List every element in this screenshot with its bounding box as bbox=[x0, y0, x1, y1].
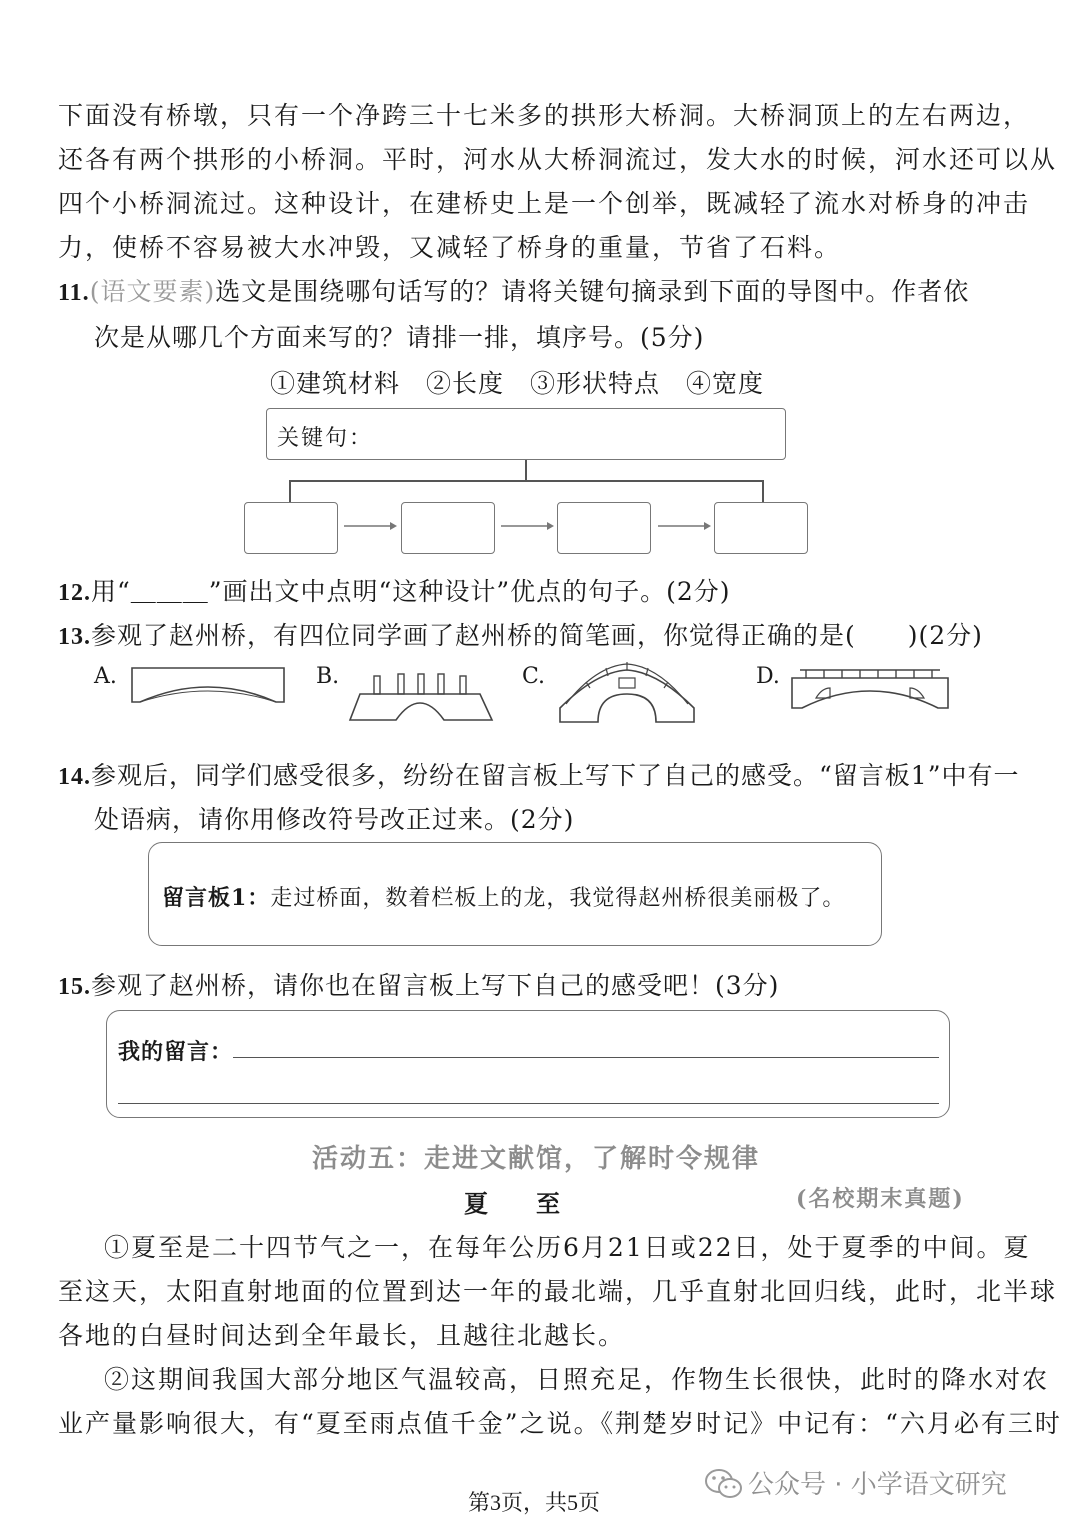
question-text: 参观后，同学们感受很多，纷纷在留言板上写下了自己的感受。“留言板1”中有一 bbox=[91, 761, 1020, 790]
article-para2-line-1: ②这期间我国大部分地区气温较高，日照充足，作物生长很快，此时的降水对农 bbox=[104, 1365, 1050, 1394]
question-number: 13. bbox=[58, 624, 91, 650]
question-14 bbox=[58, 756, 1019, 792]
bridge-drawing-c[interactable] bbox=[556, 660, 698, 726]
bridge-drawing-b[interactable] bbox=[348, 664, 494, 724]
bridge-drawing-d[interactable] bbox=[790, 664, 950, 712]
mindmap-answer-box-3[interactable] bbox=[557, 502, 651, 554]
choice-label-b: B. bbox=[316, 664, 340, 689]
mindmap-connector bbox=[289, 480, 763, 482]
key-sentence-label: 关键句： bbox=[277, 426, 374, 451]
message-board-1-text: 走过桥面，数着栏板上的龙，我觉得赵州桥很美丽极了。 bbox=[270, 886, 846, 911]
arrow-right-icon bbox=[340, 518, 398, 534]
mindmap-answer-box-2[interactable] bbox=[401, 502, 495, 554]
answer-line[interactable] bbox=[233, 1057, 939, 1058]
message-board-1[interactable] bbox=[148, 842, 882, 946]
my-message-board[interactable] bbox=[106, 1010, 950, 1118]
choice-label-c: C. bbox=[522, 664, 546, 689]
key-sentence-box[interactable] bbox=[266, 408, 786, 460]
arrow-right-icon bbox=[654, 518, 712, 534]
article-para1-line-1: ①夏至是二十四节气之一，在每年公历6月21日或22日，处于夏季的中间。夏 bbox=[104, 1233, 1031, 1262]
question-14-line-2: 处语病，请你用修改符号改正过来。(2分) bbox=[94, 805, 575, 834]
question-text: 用“＿＿＿”画出文中点明“这种设计”优点的句子。(2分) bbox=[91, 577, 731, 606]
article-para1-line-2: 至这天，太阳直射地面的位置到达一年的最北端，几乎直射北回归线，此时，北半球 bbox=[58, 1277, 1058, 1306]
bridge-drawing-a[interactable] bbox=[130, 666, 286, 706]
question-text: 参观了赵州桥，有四位同学画了赵州桥的简笔画，你觉得正确的是( )(2分) bbox=[91, 621, 983, 650]
article-title: 夏 至 bbox=[464, 1189, 560, 1218]
question-tag: (语文要素) bbox=[89, 277, 216, 306]
mindmap-answer-box-1[interactable] bbox=[244, 502, 338, 554]
question-text: 参观了赵州桥，请你也在留言板上写下自己的感受吧！(3分) bbox=[91, 971, 780, 1000]
mindmap-answer-box-4[interactable] bbox=[714, 502, 808, 554]
mindmap-connector bbox=[525, 460, 527, 480]
mindmap-connector bbox=[762, 480, 764, 502]
page-number: 第3页，共5页 bbox=[468, 1490, 601, 1515]
wechat-icon bbox=[704, 1467, 744, 1499]
question-text: 选文是围绕哪句话写的？请将关键句摘录到下面的导图中。作者依 bbox=[215, 277, 970, 306]
message-board-1-label: 留言板1： bbox=[162, 885, 271, 911]
question-number: 11. bbox=[58, 280, 90, 306]
passage-line-1: 下面没有桥墩，只有一个净跨三十七米多的拱形大桥洞。大桥洞顶上的左右两边， bbox=[58, 101, 1031, 130]
passage-line-2: 还各有两个拱形的小桥洞。平时，河水从大桥洞流过，发大水的时候，河水还可以从 bbox=[58, 145, 1058, 174]
watermark-text: 公众号 · 小学语文研究 bbox=[748, 1470, 1007, 1500]
mindmap-connector bbox=[289, 480, 291, 502]
article-para1-line-3: 各地的白昼时间达到全年最长，且越往北越长。 bbox=[58, 1321, 626, 1350]
message-board-1-content bbox=[162, 881, 845, 912]
question-number: 12. bbox=[58, 580, 91, 606]
my-message-label: 我的留言： bbox=[118, 1039, 234, 1065]
question-12 bbox=[58, 572, 731, 608]
question-11 bbox=[58, 272, 969, 308]
arrow-right-icon bbox=[497, 518, 555, 534]
question-13 bbox=[58, 616, 983, 652]
answer-line[interactable] bbox=[118, 1103, 939, 1104]
question-11-line-2: 次是从哪几个方面来写的？请排一排，填序号。(5分) bbox=[94, 323, 705, 352]
article-source: (名校期末真题) bbox=[796, 1186, 965, 1212]
question-number: 14. bbox=[58, 764, 91, 790]
activity-title: 活动五：走进文献馆，了解时令规律 bbox=[312, 1144, 761, 1174]
question-11-options: ①建筑材料 ②长度 ③形状特点 ④宽度 bbox=[270, 369, 765, 398]
question-number: 15. bbox=[58, 974, 91, 1000]
passage-line-3: 四个小桥洞流过。这种设计，在建桥史上是一个创举，既减轻了流水对桥身的冲击 bbox=[58, 189, 1031, 218]
choice-label-d: D. bbox=[756, 664, 780, 689]
question-15 bbox=[58, 966, 779, 1002]
watermark bbox=[704, 1464, 1007, 1501]
choice-label-a: A. bbox=[94, 664, 117, 689]
passage-line-4: 力，使桥不容易被大水冲毁，又减轻了桥身的重量，节省了石料。 bbox=[58, 233, 842, 262]
article-para2-line-2: 业产量影响很大，有“夏至雨点值千金”之说。《荆楚岁时记》中记有：“六月必有三时 bbox=[58, 1409, 1062, 1438]
